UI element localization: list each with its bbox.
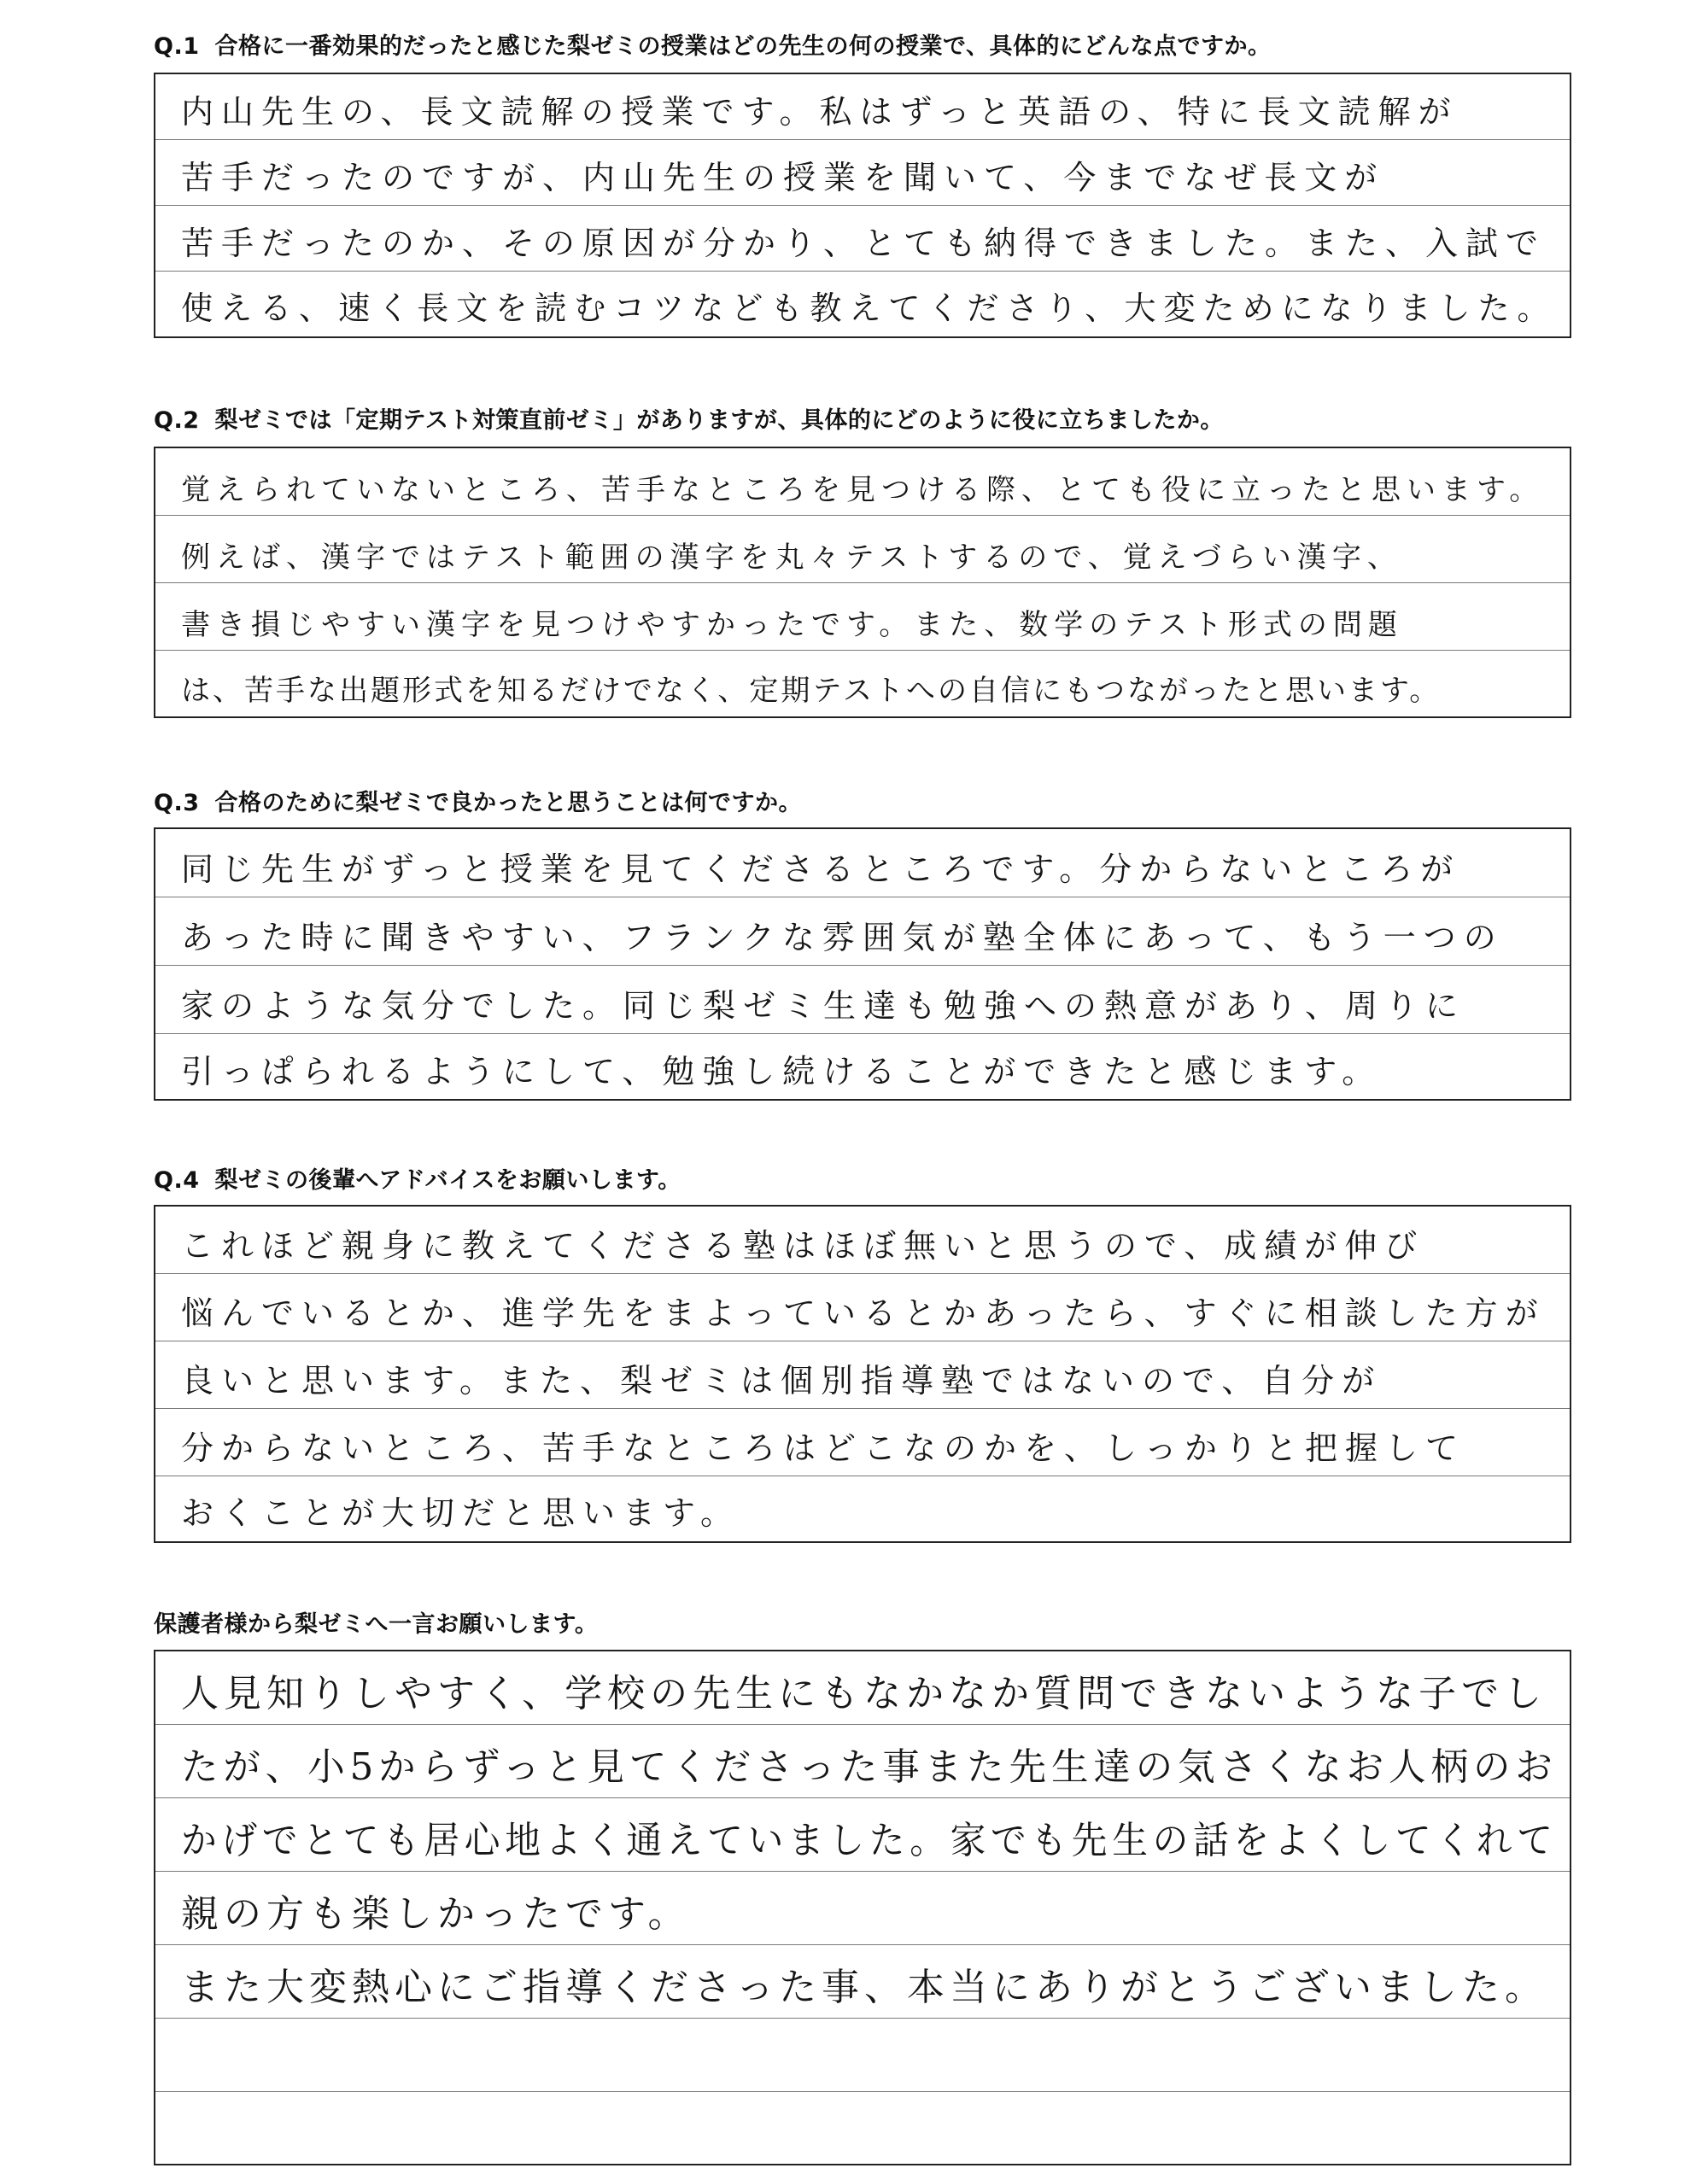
q1-answer-text-2: 苦手だったのですが、内山先生の授業を聞いて、今までなぜ長文が	[181, 159, 1385, 196]
q4-answer-text-4: 分からないところ、苦手なところはどこなのかを、しっかりと把握して	[181, 1429, 1466, 1467]
q3-question-text: 合格のために梨ゼミで良かったと思うことは何ですか。	[214, 790, 802, 816]
q3-answer-line-3	[155, 966, 1570, 1034]
parent-question	[154, 1605, 598, 1639]
q1-number: Q.1	[154, 33, 200, 60]
parent-answer-text-4: 親の方も楽しかったです。	[181, 1892, 691, 1936]
q1-answer-line-1	[155, 74, 1570, 140]
q3-answer-box	[154, 827, 1571, 1101]
q1-answer-line-3	[155, 206, 1570, 272]
parent-answer-text-3: かげでとても居心地よく通えていました。家でも先生の話をよくしてくれて	[181, 1819, 1558, 1862]
q3-answer-text-3: 家のような気分でした。同じ梨ゼミ生達も勉強への熱意があり、周りに	[181, 987, 1466, 1025]
q2-answer-text-3: 書き損じやすい漢字を見つけやすかったです。また、数学のテスト形式の問題	[181, 608, 1403, 642]
q4-answer-box	[154, 1205, 1571, 1543]
q2-question-text: 梨ゼミでは「定期テスト対策直前ゼミ」がありますが、具体的にどのように役に立ちましたか。	[214, 407, 1224, 434]
q2-question	[154, 401, 1224, 435]
q4-answer-line-5	[155, 1476, 1570, 1540]
q2-answer-line-4	[155, 651, 1570, 716]
parent-answer-line-6	[155, 2019, 1570, 2092]
q1-answer-box	[154, 73, 1571, 338]
parent-answer-line-5	[155, 1945, 1570, 2019]
q2-answer-text-2: 例えば、漢字ではテスト範囲の漢字を丸々テストするので、覚えづらい漢字、	[181, 541, 1402, 575]
q1-answer-line-2	[155, 140, 1570, 206]
q1-answer-text-1: 内山先生の、長文読解の授業です。私はずっと英語の、特に長文読解が	[181, 93, 1459, 131]
parent-answer-text-1: 人見知りしやすく、学校の先生にもなかなか質問できないような子でし	[181, 1672, 1547, 1715]
parent-answer-text-5: また大変熱心にご指導くださった事、本当にありがとうございました。	[181, 1966, 1547, 2009]
q1-answer-text-4: 使える、速く長文を読むコツなども教えてくださり、大変ためになりました。	[181, 289, 1557, 327]
q2-answer-line-1	[155, 448, 1570, 516]
q4-answer-text-3: 良いと思います。また、梨ゼミは個別指導塾ではないので、自分が	[181, 1362, 1383, 1400]
q2-answer-line-3	[155, 583, 1570, 651]
q3-answer-line-2	[155, 897, 1570, 966]
q2-number: Q.2	[154, 407, 200, 434]
parent-answer-line-2	[155, 1725, 1570, 1798]
q4-answer-text-1: これほど親身に教えてくださる塾はほぼ無いと思うので、成績が伸び	[181, 1227, 1425, 1265]
q2-answer-box	[154, 447, 1571, 718]
q4-question	[154, 1161, 681, 1195]
q3-answer-text-4: 引っぱられるようにして、勉強し続けることができたと感じます。	[181, 1053, 1383, 1090]
q4-answer-line-1	[155, 1207, 1570, 1274]
q3-number: Q.3	[154, 790, 200, 816]
parent-answer-line-7	[155, 2092, 1570, 2163]
q4-answer-line-2	[155, 1274, 1570, 1341]
q1-question-text: 合格に一番効果的だったと感じた梨ゼミの授業はどの先生の何の授業で、具体的にどんな点ですか。	[214, 33, 1272, 60]
q3-answer-text-1: 同じ先生がずっと授業を見てくださるところです。分からないところが	[181, 850, 1461, 888]
parent-answer-box	[154, 1650, 1571, 2165]
q1-answer-text-3: 苦手だったのか、その原因が分かり、とても納得できました。また、入試で	[181, 225, 1547, 262]
q2-answer-text-4: は、苦手な出題形式を知るだけでなく、定期テストへの自信にもつながったと思います。	[181, 674, 1442, 708]
parent-answer-line-4	[155, 1872, 1570, 1945]
q3-question	[154, 784, 802, 817]
q4-answer-line-3	[155, 1341, 1570, 1409]
q1-answer-line-4	[155, 272, 1570, 336]
q4-answer-text-2: 悩んでいるとか、進学先をまよっているとかあったら、すぐに相談した方が	[181, 1294, 1546, 1332]
q4-answer-text-5: おくことが大切だと思います。	[181, 1494, 740, 1532]
q3-answer-text-2: あった時に聞きやすい、フランクな雰囲気が塾全体にあって、もう一つの	[181, 919, 1504, 956]
q4-number: Q.4	[154, 1167, 200, 1194]
q4-answer-line-4	[155, 1409, 1570, 1476]
parent-answer-line-3	[155, 1798, 1570, 1872]
q3-answer-line-1	[155, 829, 1570, 897]
q2-answer-text-1: 覚えられていないところ、苦手なところを見つける際、とても役に立ったと思います。	[181, 473, 1545, 507]
q4-question-text: 梨ゼミの後輩へアドバイスをお願いします。	[214, 1167, 681, 1194]
parent-answer-text-2: たが、小5からずっと見てくださった事また先生達の気さくなお人柄のお	[181, 1745, 1558, 1789]
q1-question	[154, 27, 1271, 61]
parent-question-text: 保護者様から梨ゼミへ一言お願いします。	[154, 1611, 599, 1638]
q3-answer-line-4	[155, 1034, 1570, 1099]
parent-answer-line-1	[155, 1651, 1570, 1725]
q2-answer-line-2	[155, 516, 1570, 583]
